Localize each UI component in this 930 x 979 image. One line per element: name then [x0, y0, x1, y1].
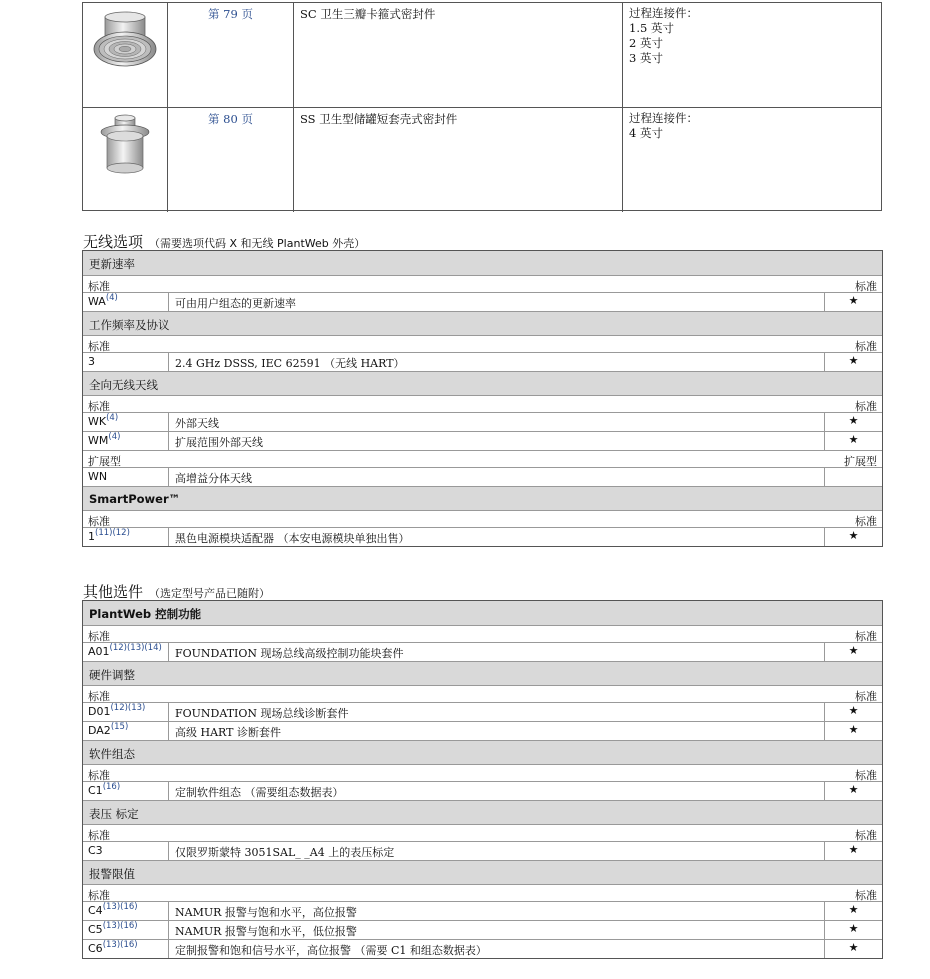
footnote-ref[interactable]: (12)(13)(14): [109, 643, 162, 653]
option-description: 定制软件组态 （需要组态数据表）: [175, 786, 344, 799]
tier-label-right: 标准: [855, 340, 877, 353]
tier-label: 标准: [88, 829, 110, 842]
product-image-cell: [83, 3, 168, 107]
category-label: 报警限值: [89, 867, 135, 881]
option-code-cell: [83, 902, 169, 920]
option-description: 高级 HART 诊断套件: [175, 726, 281, 739]
option-row: [83, 901, 882, 920]
star-icon: ★: [824, 353, 882, 371]
option-row: [83, 352, 882, 371]
standard-row: [83, 335, 882, 352]
option-code: C5: [88, 923, 103, 936]
tier-label: 标准: [88, 515, 110, 528]
option-code-cell: [83, 782, 169, 800]
process-connection-cell: [623, 108, 881, 212]
option-row: [83, 467, 882, 486]
connection-size: 4 英寸: [629, 126, 663, 140]
option-description: 仅限罗斯蒙特 3051SAL_ _A4 上的表压标定: [175, 846, 395, 859]
product-table: [82, 2, 882, 211]
option-code-cell: [83, 722, 169, 740]
option-code-cell: [83, 643, 169, 661]
option-code-cell: [83, 432, 169, 450]
option-description: FOUNDATION 现场总线高级控制功能块套件: [175, 647, 404, 660]
category-label: 全向无线天线: [89, 378, 158, 392]
connection-size: 2 英寸: [629, 36, 663, 50]
option-row: [83, 781, 882, 800]
category-row: [83, 800, 882, 824]
tier-label-right: 标准: [855, 515, 877, 528]
category-row: [83, 740, 882, 764]
category-row: [83, 311, 882, 335]
option-code-cell: [83, 353, 169, 371]
sanitary-clamp-seal-image: [91, 11, 159, 73]
product-row: [83, 107, 881, 212]
option-description: 外部天线: [175, 417, 219, 430]
category-label: 硬件调整: [89, 668, 135, 682]
option-code: 3: [88, 355, 95, 368]
process-connection-label: 过程连接件：: [629, 111, 698, 125]
connection-size: 3 英寸: [629, 51, 663, 65]
star-icon: ★: [824, 703, 882, 721]
footnote-ref[interactable]: (16): [102, 782, 121, 792]
product-name: SS 卫生型储罐短套壳式密封件: [294, 108, 623, 212]
standard-row: [83, 510, 882, 527]
star-icon: ★: [824, 643, 882, 661]
option-code-cell: [83, 468, 169, 486]
connection-size: 1.5 英寸: [629, 21, 674, 35]
tier-label: 标准: [88, 630, 110, 643]
option-code-cell: [83, 528, 169, 546]
footnote-ref[interactable]: (4): [108, 432, 121, 442]
category-row: [83, 371, 882, 395]
star-icon: ★: [824, 940, 882, 958]
product-page-ref[interactable]: 第 79 页: [168, 3, 294, 107]
option-code: A01: [88, 645, 110, 658]
tier-label-right: 标准: [855, 889, 877, 902]
category-row: [83, 486, 882, 510]
category-row: [83, 601, 882, 625]
star-icon: ★: [824, 782, 882, 800]
option-code: C6: [88, 942, 103, 955]
category-row: [83, 860, 882, 884]
option-row: [83, 721, 882, 740]
option-description: 定制报警和饱和信号水平，高位报警 （需要 C1 和组态数据表）: [175, 944, 487, 957]
footnote-ref[interactable]: (15): [110, 722, 129, 732]
option-code: WM: [88, 434, 109, 447]
tier-label: 标准: [88, 690, 110, 703]
standard-row: [83, 395, 882, 412]
option-row: [83, 939, 882, 958]
tier-label: 标准: [88, 769, 110, 782]
other-options-table: [82, 600, 883, 959]
product-image-cell: [83, 108, 168, 212]
footnote-ref[interactable]: (13)(16): [102, 902, 138, 912]
star-icon: ★: [824, 432, 882, 450]
standard-row: [83, 275, 882, 292]
option-code: WN: [88, 470, 108, 483]
standard-row: [83, 625, 882, 642]
tier-label: 标准: [88, 280, 110, 293]
option-code: C1: [88, 784, 103, 797]
category-label: 软件组态: [89, 747, 135, 761]
tier-label: 标准: [88, 889, 110, 902]
tier-label-right: 标准: [855, 280, 877, 293]
option-description: NAMUR 报警与饱和水平，低位报警: [175, 925, 357, 938]
option-code: WK: [88, 415, 107, 428]
tier-label-right: 标准: [855, 400, 877, 413]
category-label: 更新速率: [89, 257, 135, 271]
category-label: 工作频率及协议: [89, 318, 170, 332]
star-icon: ★: [824, 293, 882, 311]
tier-label: 标准: [88, 340, 110, 353]
star-icon: ★: [824, 413, 882, 431]
tank-spud-seal-image: [97, 114, 153, 180]
option-code-cell: [83, 842, 169, 860]
standard-row: [83, 824, 882, 841]
option-code: C4: [88, 904, 103, 917]
section-note: （需要选项代码 X 和无线 PlantWeb 外壳）: [149, 237, 366, 250]
star-icon: ★: [824, 722, 882, 740]
star-icon: ★: [824, 842, 882, 860]
option-description: 2.4 GHz DSSS, IEC 62591 （无线 HART）: [175, 357, 405, 370]
category-label: 表压 标定: [89, 807, 139, 821]
tier-label-right: 标准: [855, 630, 877, 643]
wireless-options-table: [82, 250, 883, 547]
empty-mark-cell: [824, 468, 882, 486]
star-icon: ★: [824, 921, 882, 939]
option-code: WA: [88, 295, 106, 308]
star-icon: ★: [824, 902, 882, 920]
standard-row: [83, 685, 882, 702]
category-row: [83, 251, 882, 275]
option-code: DA2: [88, 724, 111, 737]
option-row: [83, 431, 882, 450]
option-description: NAMUR 报警与饱和水平，高位报警: [175, 906, 357, 919]
option-code-cell: [83, 703, 169, 721]
expanded-row: [83, 450, 882, 467]
option-code-cell: [83, 921, 169, 939]
tier-label-right: 标准: [855, 690, 877, 703]
product-row: [83, 3, 881, 107]
tier-label-right: 标准: [855, 829, 877, 842]
option-row: [83, 412, 882, 431]
option-code-cell: [83, 413, 169, 431]
standard-row: [83, 764, 882, 781]
tier-label-right: 标准: [855, 769, 877, 782]
product-name: SC 卫生三瓣卡箍式密封件: [294, 3, 623, 107]
star-icon: ★: [824, 528, 882, 546]
other-options-heading: [83, 581, 270, 602]
option-row: [83, 841, 882, 860]
footnote-ref[interactable]: (4): [106, 413, 119, 423]
option-code-cell: [83, 293, 169, 311]
option-code: 1: [88, 530, 95, 543]
footnote-ref[interactable]: (13)(16): [102, 940, 138, 950]
footnote-ref[interactable]: (11)(12): [95, 528, 130, 538]
option-row: [83, 702, 882, 721]
option-description: 高增益分体天线: [175, 472, 252, 485]
option-code-cell: [83, 940, 169, 958]
tier-label-right: 扩展型: [844, 455, 877, 468]
option-description: 可由用户组态的更新速率: [175, 297, 296, 310]
category-label: PlantWeb 控制功能: [89, 607, 202, 621]
option-description: 扩展范围外部天线: [175, 436, 263, 449]
standard-row: [83, 884, 882, 901]
option-row: [83, 527, 882, 546]
option-description: FOUNDATION 现场总线诊断套件: [175, 707, 349, 720]
option-row: [83, 292, 882, 311]
option-description: 黑色电源模块适配器 （本安电源模块单独出售）: [175, 532, 410, 545]
tier-label: 标准: [88, 400, 110, 413]
footnote-ref[interactable]: (4): [105, 293, 118, 303]
footnote-ref[interactable]: (12)(13): [110, 703, 146, 713]
wireless-options-heading: [83, 231, 365, 252]
section-title: 其他选件: [83, 583, 144, 601]
product-page-ref[interactable]: 第 80 页: [168, 108, 294, 212]
option-code: C3: [88, 844, 103, 857]
footnote-ref[interactable]: (13)(16): [102, 921, 138, 931]
option-row: [83, 920, 882, 939]
option-row: [83, 642, 882, 661]
tier-label: 扩展型: [88, 455, 121, 468]
section-note: （选定型号产品已随附）: [149, 587, 271, 600]
process-connection-label: 过程连接件：: [629, 6, 698, 20]
process-connection-cell: [623, 3, 881, 107]
category-label: SmartPower™: [89, 492, 181, 506]
category-row: [83, 661, 882, 685]
section-title: 无线选项: [83, 233, 144, 251]
option-code: D01: [88, 705, 111, 718]
